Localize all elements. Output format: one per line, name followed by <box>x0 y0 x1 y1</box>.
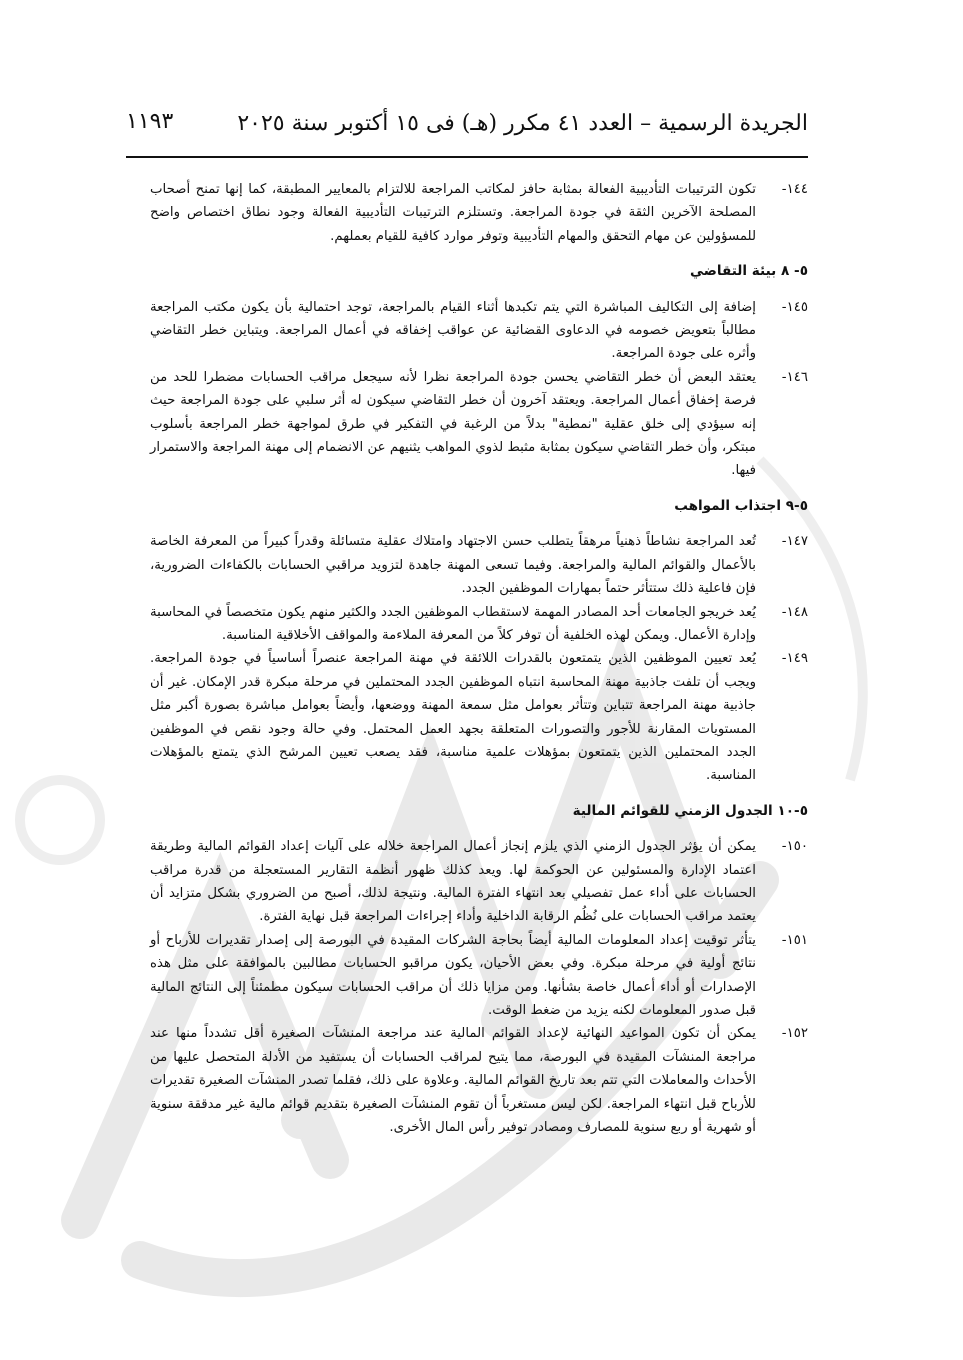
paragraph-147 <box>150 530 808 600</box>
paragraph-number: ١٤٨- <box>781 604 808 620</box>
paragraph-text: يتأثر توقيت إعداد المعلومات المالية أيضاً بحاجة الشركات المقيدة في البورصة إلى إصدار تقديرات للأرباح أو نتائج أولية في مرحلة مبكرة. وفي بعض الأحيان، يكون مراقبو الحسابات مطالبين بالموافقة على مثل هذه الإصدارات أو أداء أعمال خاصة بشأنها. ومن مزايا ذلك أن مراقب الحسابات سيكون مطمئناً إلى النتائج المالية قبل صدور المعلومات لكنه يزيد من ضغط الوقت. <box>150 932 756 1018</box>
paragraph-text: تكون الترتيبات التأديبية الفعالة بمثابة حافز لمكاتب المراجعة للالتزام بالمعايير المطبقة، كما إنها تمنح أصحاب المصلحة الآخرين الثقة في جودة المراجعة. وتستلزم الترتيبات التأديبية الفعالة وجود نطاق اختصاص واضح للمسؤولين عن مهام التحقق والمهام التأديبية وتوفر موارد كافية للقيام بعملهم. <box>150 182 756 244</box>
document-body <box>150 178 808 1139</box>
paragraph-text: يُعد خريجو الجامعات أحد المصادر المهمة لاستقطاب الموظفين الجدد والكثير منهم يكون متخصصاً في المحاسبة وإدارة الأعمال. ويمكن لهذه الخلفية أن توفر كلاً من المعرفة الملاءمة والمواقف الأخلاقية المناسبة. <box>150 604 756 643</box>
page-number: ١١٩٣ <box>126 109 174 134</box>
paragraph-150 <box>150 835 808 929</box>
paragraph-text: يمكن أن يؤثر الجدول الزمني الذي يلزم إنجاز أعمال المراجعة خلاله على آليات إعداد القوائم المالية وطريقة اعتماد الإدارة والمسئولين عن الحوكمة لها. ويعد كذلك ظهور أنظمة التقارير المستعجلة من قدرة مراقب الحسابات على أداء عمل تفصيلي بعد انتهاء الفترة المالية. ونتيجة لذلك، أصبح من الضروري بشكل متزايد أن يعتمد مراقب الحسابات على نُظُم الرقابة الداخلية وأداء إجراءات المراجعة قبل نهاية الفترة. <box>150 839 756 925</box>
paragraph-145 <box>150 296 808 366</box>
paragraph-number: ١٤٧- <box>781 534 808 550</box>
paragraph-number: ١٤٦- <box>781 369 808 385</box>
paragraph-number: ١٤٤- <box>781 182 808 197</box>
paragraph-text: يمكن أن تكون المواعيد النهائية لإعداد القوائم المالية عند مراجعة المنشآت الصغيرة أقل تشدداً منها عند مراجعة المنشآت المقيدة في البورصة، مما يتيح لمراقب الحسابات أن يستفيد من الأدلة المتحصل عليها من الأحداث والمعاملات التي تتم بعد تاريخ القوائم المالية. وعلاوة على ذلك، فقلما تصدر المنشآت الصغيرة تقديرات للأرباح قبل انتهاء المراجعة. لكن ليس مستغرباً أن تقوم المنشآت الصغيرة بتقديم قوائم مالية غير مدققة سنوية أو شهرية أو ربع سنوية للمصارف ومصادر توفير رأس المال الأخرى. <box>150 1026 756 1136</box>
section-heading-litigation: ٥- ٨ بيئة التقاضي <box>689 263 808 280</box>
paragraph-text: يعتقد البعض أن خطر التقاضي يحسن جودة المراجعة نظرا لأنه سيجعل مراقب الحسابات مضطرا للحد من فرصة إخفاق أعمال المراجعة. ويعتقد آخرون أن خطر التقاضي سيكون له أثر سلبي على جودة المراجعة حيث إنه سيؤدي إلى خلق عقلية "نمطية" بدلاً من الرغبة في التفكير في طرق لمواجهة خطر المراجعة بأسلوب مبتكر، وأن خطر التقاضي سيكون بمثابة مثبط لذوي المواهب يثنيهم عن الانضمام إلى مهنة المراجعة والاستمرار فيها. <box>150 369 756 479</box>
paragraph-number: ١٤٥- <box>781 299 808 315</box>
paragraph-number: ١٤٩- <box>781 651 808 667</box>
section-heading-talent: ٥-٩ اجتذاب المواهب <box>674 497 808 514</box>
section-heading-timetable: ٥-١٠ الجدول الزمني للقوائم المالية <box>572 802 808 819</box>
paragraph-152 <box>150 1022 808 1139</box>
paragraph-151 <box>150 929 808 1023</box>
paragraph-text: تُعد المراجعة نشاطاً ذهنياً مرهقاً يتطلب حسن الاجتهاد وامتلاك عقلية متسائلة وقدراً كبيراً من المعرفة الخاصة بالأعمال والقوائم المالية والمراجعة. وفيما تسعى المهنة جاهدة لتزويد مراقبي الحسابات بالكفاءات الضرورية، فإن فاعلية ذلك ستتأثر حتماً بمهارات الموظفين الجدد. <box>150 534 756 597</box>
paragraph-144 <box>150 178 808 248</box>
paragraph-text: إضافة إلى التكاليف المباشرة التي يتم تكبدها أثناء القيام بالمراجعة، توجد احتمالية بأن يكون مكتب المراجعة مطالباً بتعويض خصومه في الدعاوى القضائية عن عواقب إخفاقه في أعمال المراجعة. ويتباين خطر التقاضي وأثره على جودة المراجعة. <box>150 299 756 362</box>
header-divider <box>126 156 808 158</box>
gazette-title: الجريدة الرسمية – العدد ٤١ مكرر (هـ) فى ١٥ أكتوبر سنة ٢٠٢٥ <box>237 111 808 136</box>
page-header <box>126 103 808 153</box>
paragraph-149 <box>150 647 808 787</box>
paragraph-number: ١٥١- <box>781 932 808 948</box>
paragraph-text: يُعد تعيين الموظفين الذين يتمتعون بالقدرات اللائقة في مهنة المراجعة عنصراً أساسياً في جودة المراجعة. ويجب أن تلفت جاذبية مهنة المحاسبة انتباه الموظفين الجدد المحتملين في مرحلة مبكرة قدر الإمكان. غير أن جاذبية مهنة المراجعة تتباين وتتأثر بعوامل مثل سمعة المهنة ووضعها، وأيضاً بعوامل مباشرة بصورة أكبر مثل المستويات المقارنة للأجور والتصورات المتعلقة بجهد العمل المحتمل. وفي حالة وجود نقص في الموظفين الجدد المحتملين الذين يتمتعون بمؤهلات علمية مناسبة، فقد يصعب تعيين المرشح الذي يتمتع بالمؤهلات المناسبة. <box>150 651 756 784</box>
paragraph-number: ١٥٠- <box>781 839 808 855</box>
paragraph-148 <box>150 601 808 648</box>
paragraph-146 <box>150 366 808 483</box>
paragraph-number: ١٥٢- <box>781 1026 808 1042</box>
